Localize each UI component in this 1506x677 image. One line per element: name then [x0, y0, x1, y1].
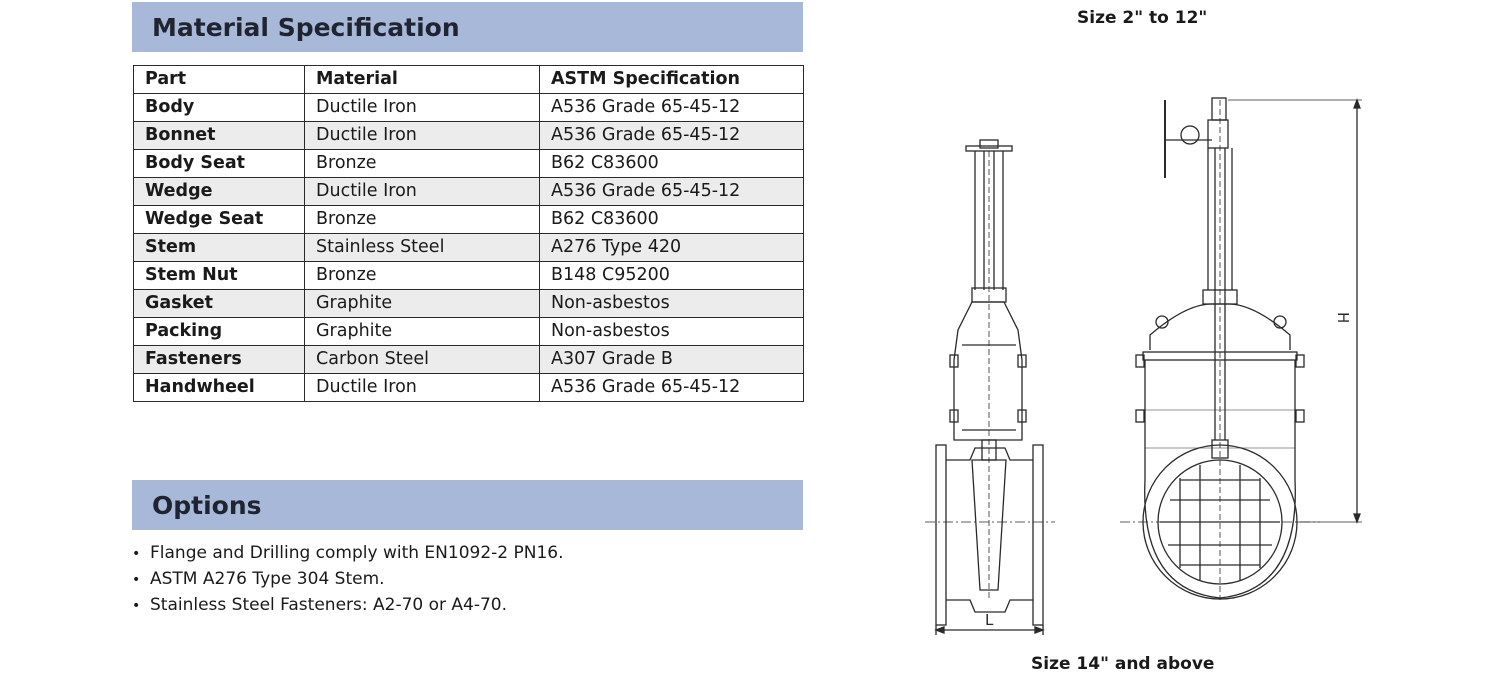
dimension-h-label: H — [1334, 312, 1352, 324]
list-item — [132, 592, 564, 618]
cell-astm: A536 Grade 65-45-12 — [540, 94, 804, 122]
cell-astm: A307 Grade B — [540, 346, 804, 374]
table-row — [134, 318, 804, 346]
column-header-astm: ASTM Specification — [540, 66, 804, 94]
options-header — [132, 480, 803, 530]
cell-part: Body Seat — [134, 150, 305, 178]
options-list — [132, 540, 564, 618]
cell-material: Ductile Iron — [305, 122, 540, 150]
cell-material: Ductile Iron — [305, 374, 540, 402]
cell-part: Wedge — [134, 178, 305, 206]
caption-small-size: Size 2" to 12" — [1077, 8, 1208, 28]
list-item — [132, 566, 564, 592]
cell-material: Bronze — [305, 150, 540, 178]
material-spec-table — [133, 65, 804, 402]
bullet-icon: • — [132, 598, 141, 614]
cell-astm: B62 C83600 — [540, 206, 804, 234]
cell-material: Graphite — [305, 290, 540, 318]
cell-material: Bronze — [305, 262, 540, 290]
option-text: Stainless Steel Fasteners: A2-70 or A4-70. — [150, 595, 508, 615]
cell-part: Stem Nut — [134, 262, 305, 290]
cell-part: Bonnet — [134, 122, 305, 150]
cell-material: Graphite — [305, 318, 540, 346]
cell-part: Wedge Seat — [134, 206, 305, 234]
cell-part: Stem — [134, 234, 305, 262]
table-header-row — [134, 66, 804, 94]
cell-part: Body — [134, 94, 305, 122]
table-row — [134, 122, 804, 150]
cell-astm: B62 C83600 — [540, 150, 804, 178]
table-row — [134, 346, 804, 374]
large-valve-drawing — [1120, 98, 1362, 600]
cell-astm: B148 C95200 — [540, 262, 804, 290]
cell-astm: A536 Grade 65-45-12 — [540, 374, 804, 402]
column-header-part: Part — [134, 66, 305, 94]
table-row — [134, 234, 804, 262]
cell-astm: Non-asbestos — [540, 318, 804, 346]
valve-technical-drawing — [900, 80, 1380, 650]
cell-material: Ductile Iron — [305, 178, 540, 206]
dimension-l-label: L — [985, 611, 994, 629]
column-header-material: Material — [305, 66, 540, 94]
material-spec-title: Material Specification — [152, 12, 460, 42]
option-text: Flange and Drilling comply with EN1092-2 PN16. — [150, 543, 564, 563]
small-valve-drawing — [925, 140, 1055, 635]
cell-material: Ductile Iron — [305, 94, 540, 122]
cell-astm: Non-asbestos — [540, 290, 804, 318]
bullet-icon: • — [132, 572, 141, 588]
table-row — [134, 94, 804, 122]
table-row — [134, 150, 804, 178]
cell-material: Carbon Steel — [305, 346, 540, 374]
cell-material: Stainless Steel — [305, 234, 540, 262]
table-row — [134, 178, 804, 206]
table-row — [134, 262, 804, 290]
material-spec-header — [132, 2, 803, 52]
cell-astm: A536 Grade 65-45-12 — [540, 122, 804, 150]
table-row — [134, 374, 804, 402]
caption-large-size: Size 14" and above — [1031, 654, 1215, 674]
cell-material: Bronze — [305, 206, 540, 234]
table-row — [134, 206, 804, 234]
cell-astm: A276 Type 420 — [540, 234, 804, 262]
table-row — [134, 290, 804, 318]
cell-astm: A536 Grade 65-45-12 — [540, 178, 804, 206]
cell-part: Fasteners — [134, 346, 305, 374]
cell-part: Gasket — [134, 290, 305, 318]
options-title: Options — [152, 490, 262, 520]
cell-part: Packing — [134, 318, 305, 346]
bullet-icon: • — [132, 546, 141, 562]
option-text: ASTM A276 Type 304 Stem. — [150, 569, 385, 589]
list-item — [132, 540, 564, 566]
cell-part: Handwheel — [134, 374, 305, 402]
